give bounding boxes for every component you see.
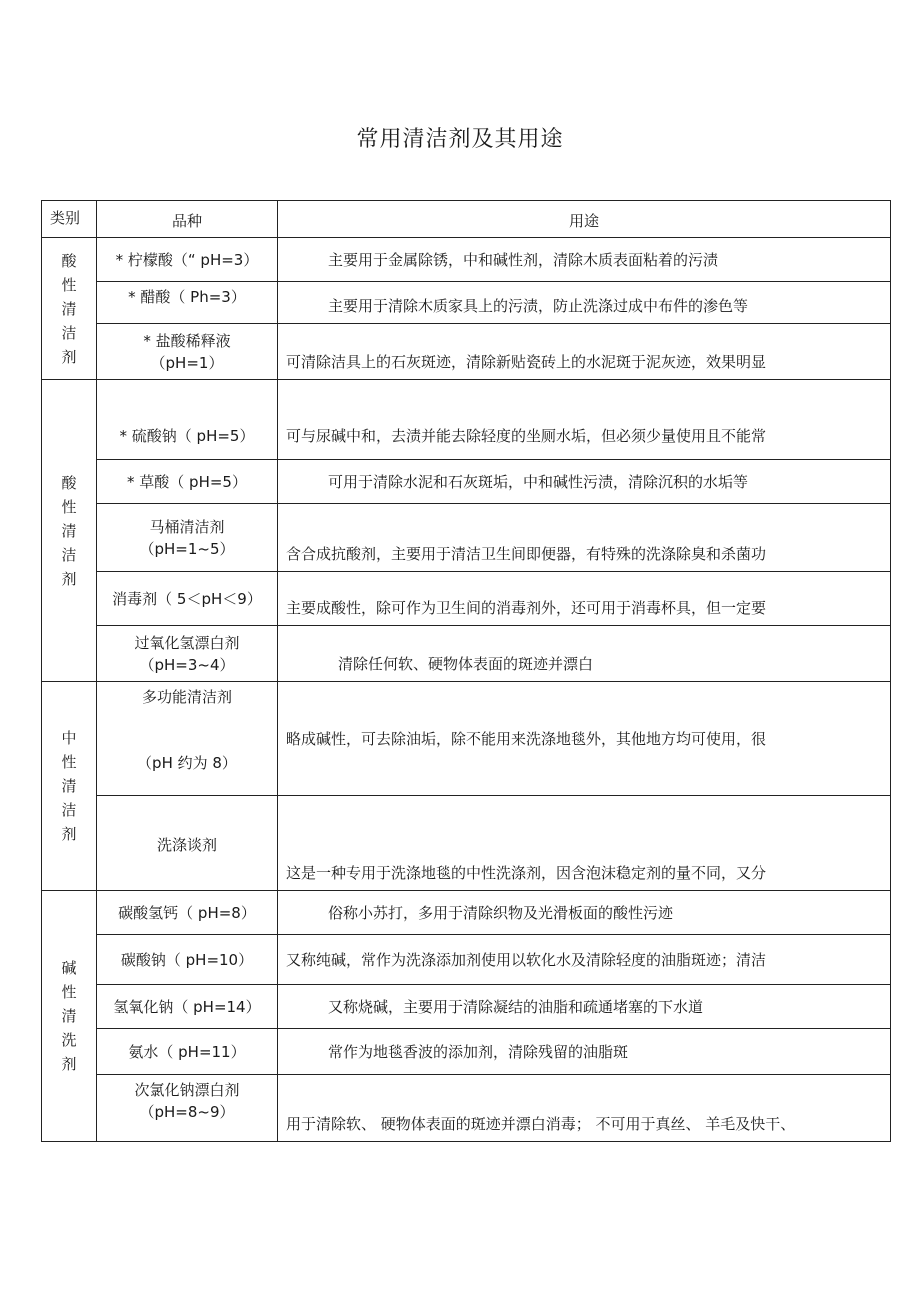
table-row: [42, 324, 891, 380]
variety-cell: * 硫酸钠（ pH=5）: [97, 380, 278, 460]
table-row: [42, 504, 891, 572]
table-row: [42, 238, 891, 282]
variety-cell: 洗涤谈剂: [97, 796, 278, 891]
variety-ph: （pH 约为 8）: [137, 754, 237, 772]
table-row: [42, 796, 891, 891]
variety-name: 过氧化氢漂白剂: [134, 633, 240, 652]
variety-ph: （pH=3~4）: [139, 655, 235, 674]
table-row: [42, 380, 891, 460]
usage-cell: 又称烧碱，主要用于清除凝结的油脂和疏通堵塞的下水道: [278, 985, 891, 1029]
variety-cell: 氨水（ pH=11）: [97, 1029, 278, 1075]
table-row: [42, 935, 891, 985]
table-row: [42, 460, 891, 504]
variety-cell: [97, 324, 278, 380]
usage-cell: 主要用于金属除锈，中和碱性剂，清除木质表面粘着的污渍: [278, 238, 891, 282]
header-category: 类别: [42, 201, 97, 238]
table-row: [42, 282, 891, 324]
variety-cell: [97, 1075, 278, 1142]
variety-cell: 碳酸氢钙（ pH=8）: [97, 891, 278, 935]
category-cell: 酸性清洁剂: [42, 380, 97, 682]
table-header-row: [42, 201, 891, 238]
table-row: [42, 1029, 891, 1075]
usage-cell: 可清除洁具上的石灰斑迹，清除新贴瓷砖上的水泥斑于泥灰迹，效果明显: [278, 324, 891, 380]
category-cell: 碱性清洗剂: [42, 891, 97, 1142]
usage-cell: 可与尿碱中和，去渍并能去除轻度的坐厕水垢，但必须少量使用且不能常: [278, 380, 891, 460]
variety-name: 多功能清洁剂: [141, 688, 232, 706]
table-row: [42, 626, 891, 682]
usage-cell: 可用于清除水泥和石灰斑垢，中和碱性污渍，清除沉积的水垢等: [278, 460, 891, 504]
usage-cell: 主要成酸性，除可作为卫生间的消毒剂外，还可用于消毒杯具，但一定要: [278, 572, 891, 626]
category-cell: 酸性清洁剂: [42, 238, 97, 380]
usage-cell: 常作为地毯香波的添加剂，清除残留的油脂斑: [278, 1029, 891, 1075]
variety-cell: * 醋酸（ Ph=3）: [97, 282, 278, 324]
table-row: [42, 682, 891, 796]
usage-cell: 这是一种专用于洗涤地毯的中性洗涤剂，因含泡沫稳定剂的量不同，又分: [278, 796, 891, 891]
variety-cell: 碳酸钠（ pH=10）: [97, 935, 278, 985]
variety-cell: * 柠檬酸（“ pH=3）: [97, 238, 278, 282]
variety-cell: [97, 504, 278, 572]
usage-cell: 清除任何软、硬物体表面的斑迹并漂白: [278, 626, 891, 682]
variety-name: 马桶清洁剂: [149, 517, 225, 536]
table-row: [42, 572, 891, 626]
table-row: [42, 1075, 891, 1142]
variety-ph: （pH=8~9）: [139, 1103, 235, 1121]
table-row: [42, 891, 891, 935]
cleaner-table: [41, 200, 891, 1142]
variety-cell: 氢氧化钠（ pH=14）: [97, 985, 278, 1029]
variety-cell: [97, 682, 278, 796]
category-cell: 中性清洁剂: [42, 682, 97, 891]
usage-cell: 含合成抗酸剂，主要用于清洁卫生间即便器，有特殊的洗涤除臭和杀菌功: [278, 504, 891, 572]
variety-cell: 消毒剂（ 5＜pH＜9）: [97, 572, 278, 626]
variety-ph: （pH=1~5）: [139, 539, 235, 558]
usage-cell: 俗称小苏打，多用于清除织物及光滑板面的酸性污迹: [278, 891, 891, 935]
header-variety: 品种: [97, 201, 278, 238]
variety-name: * 盐酸稀释液: [143, 331, 231, 350]
variety-cell: * 草酸（ pH=5）: [97, 460, 278, 504]
usage-cell: 又称纯碱，常作为洗涤添加剂使用以软化水及清除轻度的油脂斑迹；清洁: [278, 935, 891, 985]
page-title: 常用清洁剂及其用途: [356, 127, 564, 152]
usage-cell: 主要用于清除木质家具上的污渍，防止洗涤过成中布件的渗色等: [278, 282, 891, 324]
usage-cell: 用于清除软、 硬物体表面的斑迹并漂白消毒； 不可用于真丝、 羊毛及快干、: [278, 1075, 891, 1142]
variety-ph: （pH=1）: [150, 353, 224, 372]
header-usage: 用途: [278, 201, 891, 238]
usage-cell: 略成碱性，可去除油垢，除不能用来洗涤地毯外，其他地方均可使用，很: [278, 682, 891, 796]
variety-name: 次氯化钠漂白剂: [134, 1081, 240, 1099]
variety-cell: [97, 626, 278, 682]
table-row: [42, 985, 891, 1029]
